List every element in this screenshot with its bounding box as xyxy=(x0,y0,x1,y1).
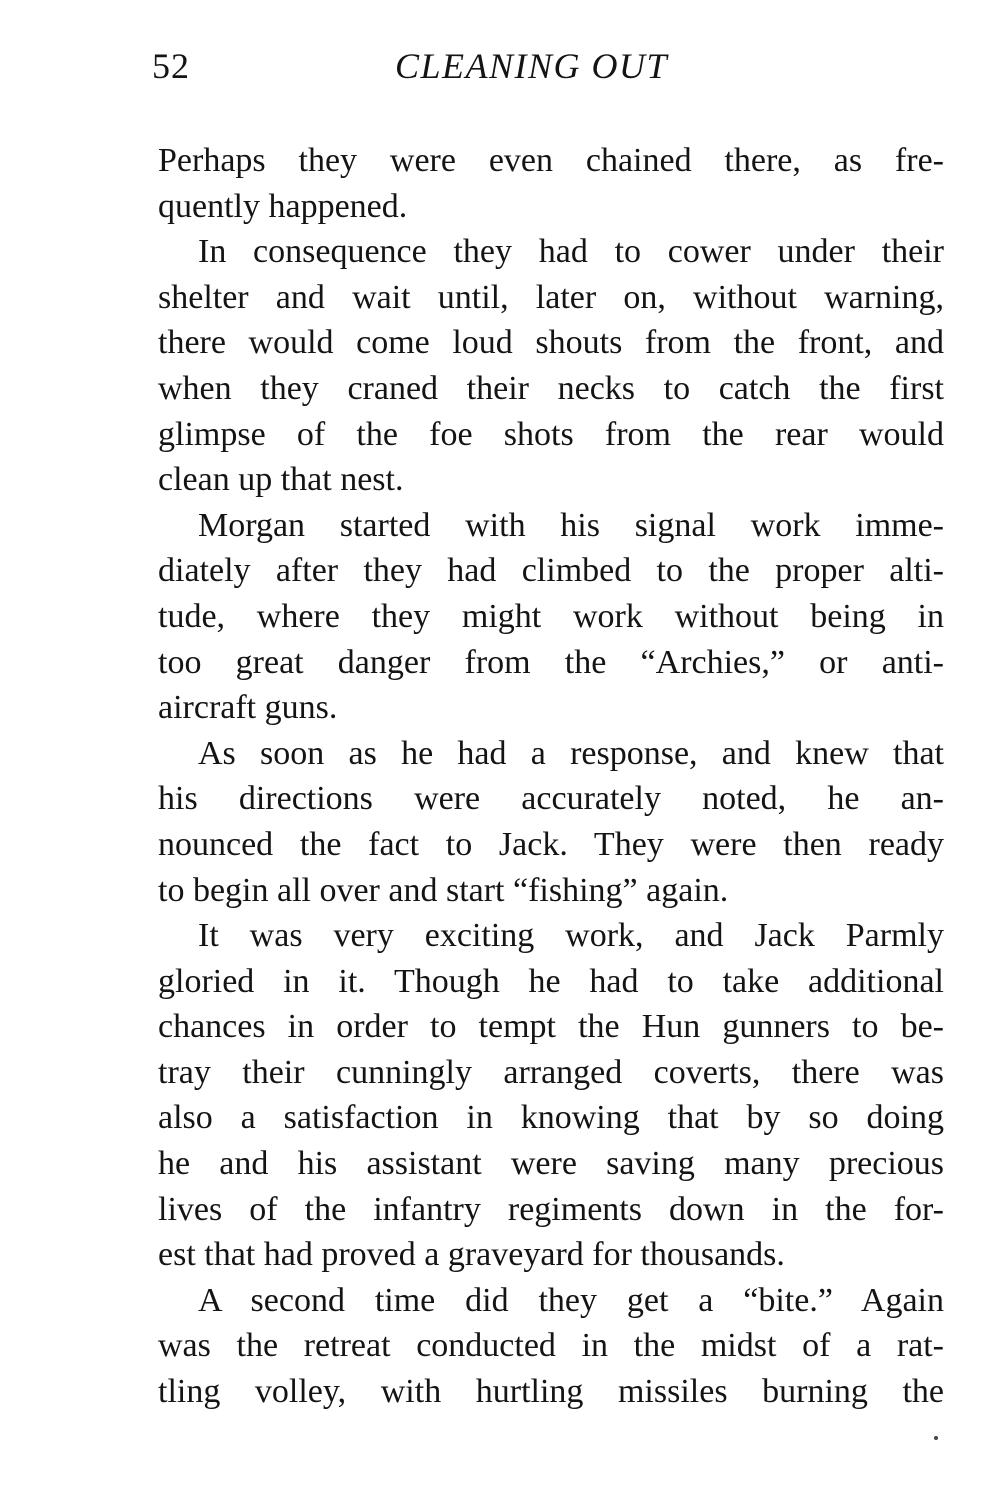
text-line: aircraft guns. xyxy=(158,689,338,727)
text-line: tude, where they might work without being in xyxy=(158,597,944,635)
text-line: Perhaps they were even chained there, as fre- xyxy=(158,142,944,179)
running-head: CLEANING OUT xyxy=(395,46,669,86)
text-line: clean up that nest. xyxy=(158,461,404,499)
text-line: est that had proved a graveyard for thousands. xyxy=(158,1236,785,1274)
print-speck xyxy=(934,1436,938,1440)
text-line: Morgan started with his signal work imme- xyxy=(198,506,944,544)
text-line: there would come loud shouts from the front, and xyxy=(158,324,944,362)
text-line: lives of the infantry regiments down in the for- xyxy=(158,1190,944,1228)
text-line: shelter and wait until, later on, without warning, xyxy=(158,278,944,316)
text-line: glimpse of the foe shots from the rear would xyxy=(158,415,944,453)
page-number: 52 xyxy=(152,46,190,86)
text-line: As soon as he had a response, and knew that xyxy=(198,734,944,772)
text-line: A second time did they get a “bite.” Again xyxy=(198,1281,944,1319)
text-line: It was very exciting work, and Jack Parmly xyxy=(198,917,944,955)
text-line: too great danger from the “Archies,” or anti- xyxy=(158,643,944,681)
text-line: his directions were accurately noted, he an- xyxy=(158,780,944,818)
text-line: to begin all over and start “fishing” again. xyxy=(158,871,729,909)
text-line: nounced the fact to Jack. They were then ready xyxy=(158,825,944,863)
text-line: diately after they had climbed to the proper alti- xyxy=(158,552,944,590)
text-line: tray their cunningly arranged coverts, there was xyxy=(158,1053,944,1091)
text-line: he and his assistant were saving many precious xyxy=(158,1145,944,1183)
text-line: In consequence they had to cower under their xyxy=(198,233,944,271)
text-line: quently happened. xyxy=(158,187,408,225)
body-text xyxy=(158,138,944,1415)
text-line: tling volley, with hurtling missiles burning the xyxy=(158,1373,944,1411)
text-line: when they craned their necks to catch the first xyxy=(158,369,944,407)
text-line: also a satisfaction in knowing that by so doing xyxy=(158,1099,944,1137)
text-line: was the retreat conducted in the midst of a rat- xyxy=(158,1327,944,1365)
text-line: chances in order to tempt the Hun gunners to be- xyxy=(158,1008,944,1046)
text-line: gloried in it. Though he had to take additional xyxy=(158,962,944,1000)
